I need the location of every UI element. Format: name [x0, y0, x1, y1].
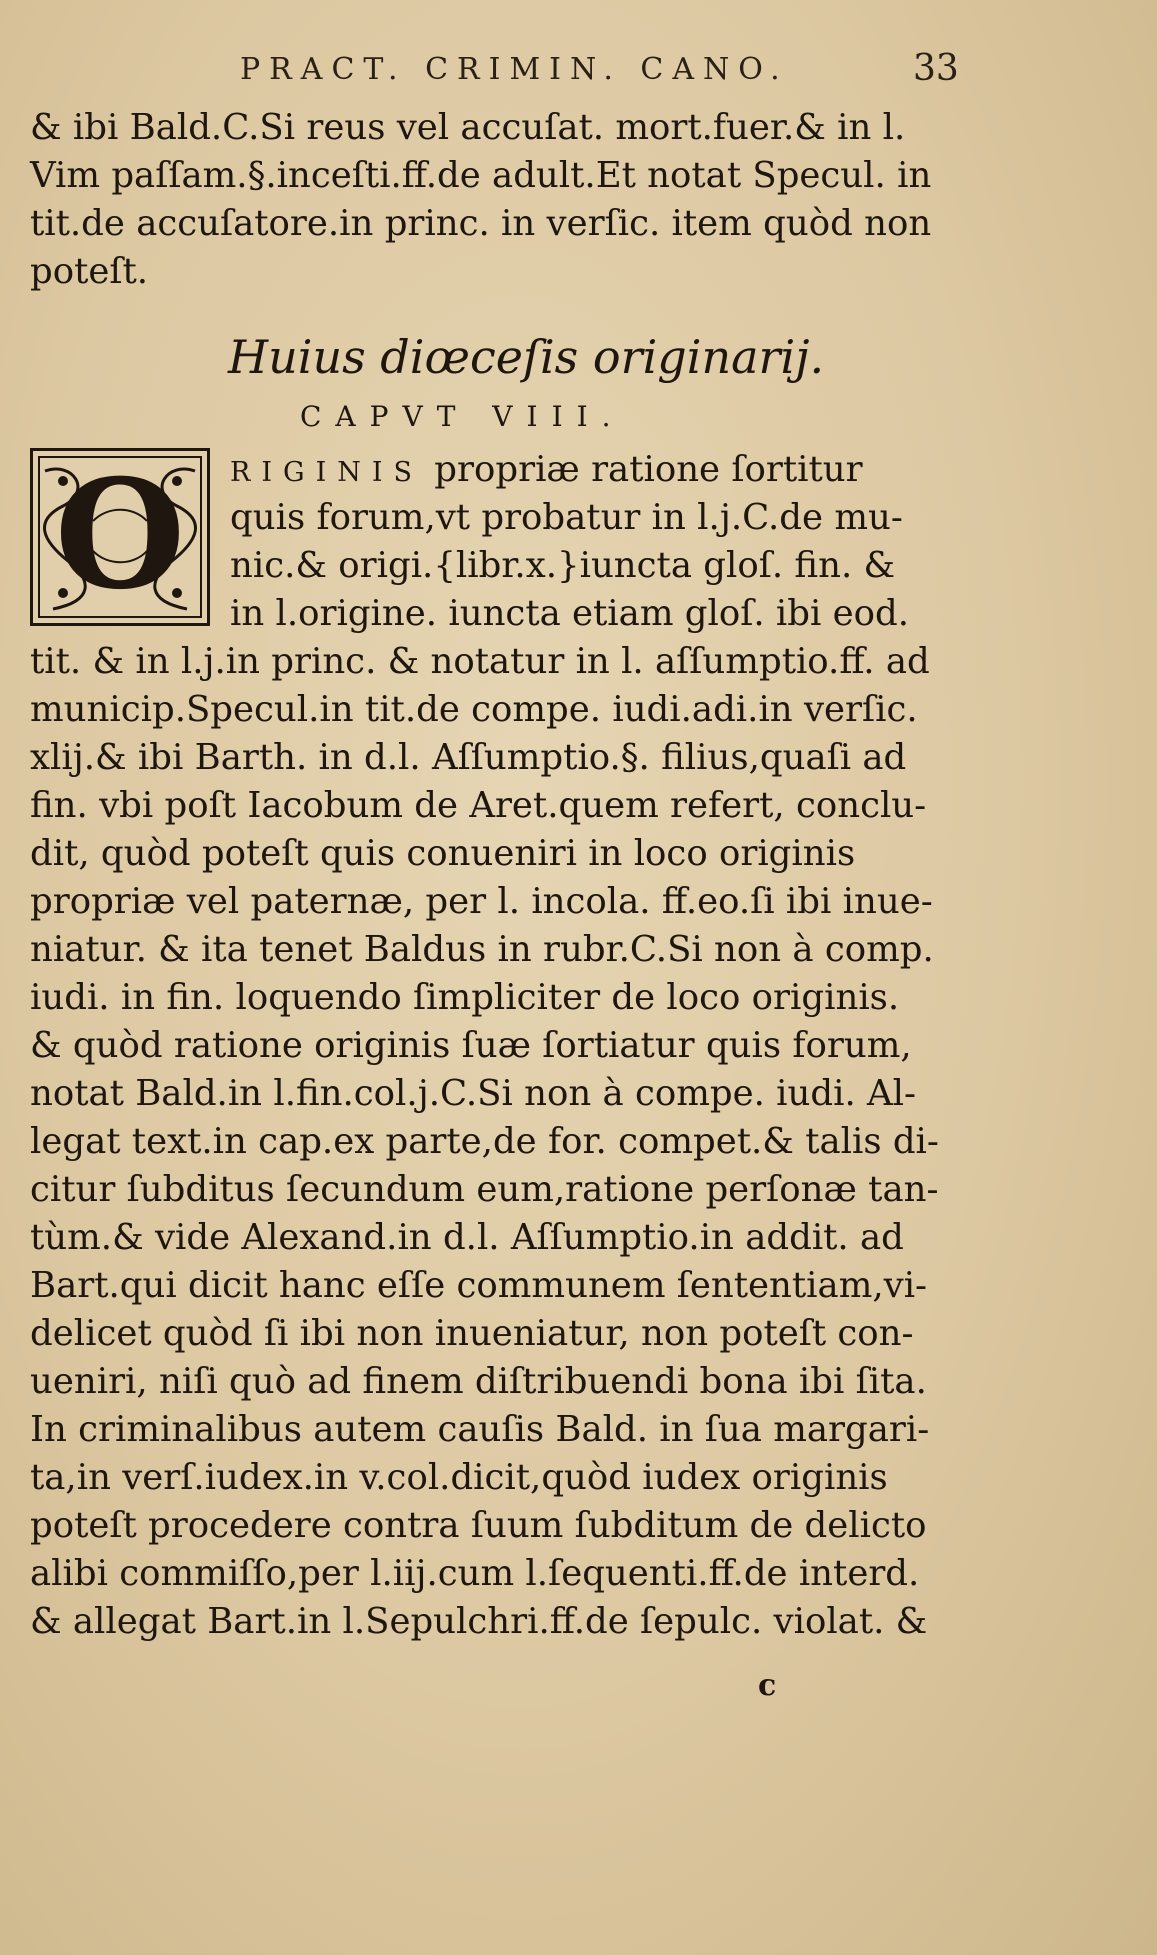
text-line: & ibi Bald.C.Si reus vel accuſat. mort.fuer.& in l. — [30, 107, 906, 148]
text-line: In criminalibus autem cauſis Bald. in ſua margari- — [30, 1409, 930, 1450]
text-line: municip.Specul.in tit.de compe. iudi.adi.in verſic. — [30, 689, 918, 730]
decorated-initial — [30, 448, 210, 626]
initial-letter: O — [54, 447, 186, 623]
text-line: & allegat Bart.in l.Sepulchri.ff.de ſepulc. violat. & — [30, 1601, 928, 1642]
text-line: propriæ vel paternæ, per l. incola. ff.eo.ſi ibi inue- — [30, 881, 933, 922]
opening-smallcaps: RIGINIS — [230, 457, 424, 488]
chapter-title: Huius diœceſis originarij. — [228, 330, 825, 384]
chapter-number: CAPVT VIII. — [300, 400, 625, 433]
text-line: Bart.qui dicit hanc eſſe communem ſententiam,vi- — [30, 1265, 928, 1306]
text-line: tùm.& vide Alexand.in d.l. Aſſumptio.in addit. ad — [30, 1217, 904, 1258]
text-line: tit. & in l.j.in princ. & notatur in l. aſſumptio.ff. ad — [30, 641, 930, 682]
text-line: citur ſubditus ſecundum eum,ratione perſonæ tan- — [30, 1169, 939, 1210]
text-line: poteſt. — [30, 251, 149, 292]
opening-rest: propriæ ratione ſortitur — [423, 449, 863, 490]
running-title: PRACT. CRIMIN. CANO. — [240, 52, 789, 87]
signature-mark: c — [758, 1668, 777, 1703]
text-line: iudi. in fin. loquendo ſimpliciter de loco originis. — [30, 977, 900, 1018]
text-line: delicet quòd ſi ibi non inueniatur, non poteſt con- — [30, 1313, 914, 1354]
text-line: Vim paſſam.§.inceſti.ff.de adult.Et notat Specul. in — [30, 155, 932, 196]
text-line: fin. vbi poſt Iacobum de Aret.quem refert, conclu- — [30, 785, 927, 826]
text-line: legat text.in cap.ex parte,de for. compet.& talis di- — [30, 1121, 939, 1162]
text-line: & quòd ratione originis ſuæ ſortiatur quis forum, — [30, 1025, 912, 1066]
text-line: poteſt procedere contra ſuum ſubditum de delicto — [30, 1505, 927, 1546]
text-line: quis forum,vt probatur in l.j.C.de mu- — [230, 497, 903, 538]
text-line: notat Bald.in l.fin.col.j.C.Si non à compe. iudi. Al- — [30, 1073, 917, 1114]
text-line: nic.& origi.{libr.x.}iuncta gloſ. fin. & — [230, 545, 896, 586]
text-line: in l.origine. iuncta etiam gloſ. ibi eod. — [230, 593, 910, 634]
text-line: xlij.& ibi Barth. in d.l. Aſſumptio.§. filius,quaſi ad — [30, 737, 907, 778]
text-line: niatur. & ita tenet Baldus in rubr.C.Si non à comp. — [30, 929, 934, 970]
text-line: ueniri, niſi quò ad finem diſtribuendi bona ibi ſita. — [30, 1361, 927, 1402]
page-number: 33 — [913, 48, 959, 89]
text-line: alibi commiſſo,per l.iij.cum l.ſequenti.ff.de interd. — [30, 1553, 920, 1594]
text-line: tit.de accuſatore.in princ. in verſic. item quòd non — [30, 203, 932, 244]
opening-line — [230, 449, 863, 490]
text-line: ta,in verſ.iudex.in v.col.dicit,quòd iudex originis — [30, 1457, 888, 1498]
text-line: dit, quòd poteſt quis conueniri in loco originis — [30, 833, 856, 874]
